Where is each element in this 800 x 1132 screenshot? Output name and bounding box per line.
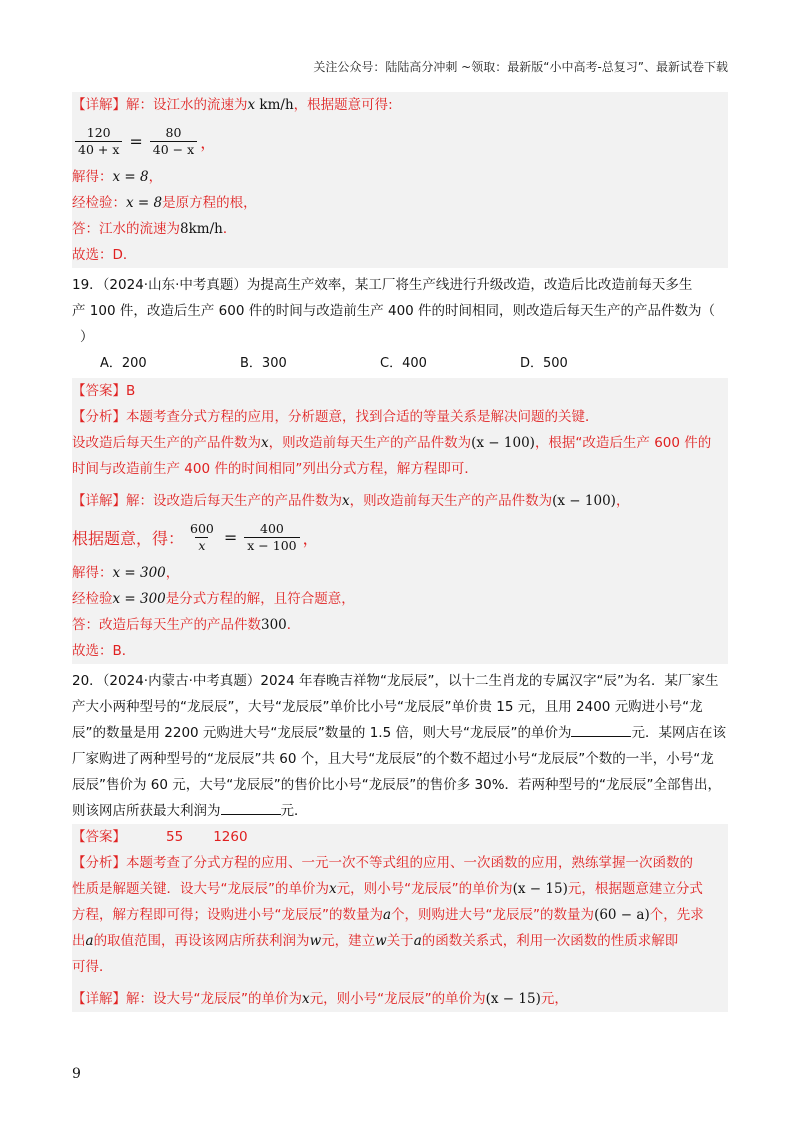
q18-check-line: 经检验：x = 8是原方程的根， xyxy=(72,195,257,211)
q18-fraction-right: $\frac{80}{40 - x}$ xyxy=(150,125,197,158)
q20-answer: 【答案】 55 1260 xyxy=(72,829,248,845)
q19-answer: 【答案】B xyxy=(72,383,136,399)
q19-choose-line: 故选：B． xyxy=(72,643,136,659)
q19-option-a: A．200 xyxy=(100,356,147,371)
q20-blank-1 xyxy=(571,722,631,737)
q20-stem-line4: 厂家购进了两种型号的“龙辰辰”共 60 个，且大号“龙辰辰”的个数不超过小号“龙辰辰”个数的一半，小号“龙 xyxy=(72,751,714,767)
q18-choose-line: 故选：D． xyxy=(72,247,137,263)
q19-options xyxy=(72,350,728,378)
q18-detail-line1: 【详解】解：设江水的流速为x km/h，根据题意可得: xyxy=(72,97,393,113)
q20-question xyxy=(72,668,728,824)
q20-analysis-line4: 出a的取值范围，再设该网店所获利润为w元，建立w关于a的函数关系式，利用一次函数的性质求解即 xyxy=(72,933,679,949)
q20-detail-line1: 【详解】解：设大号“龙辰辰”的单价为x元，则小号“龙辰辰”的单价为(x − 15)元， xyxy=(72,991,568,1007)
q19-analysis-line3: 时间与改造前生产 400 件的时间相同”列出分式方程，解方程即可． xyxy=(72,461,478,477)
q20-stem-line5: 辰辰”售价为 60 元，大号“龙辰辰”的售价比小号“龙辰辰”的售价多 30%．若两种型号的“龙辰辰”全部售出， xyxy=(72,777,722,793)
q18-solve-line: 解得：x = 8， xyxy=(72,169,163,185)
q19-check-line: 经检验x = 300是分式方程的解，且符合题意， xyxy=(72,591,355,607)
q18-reply-line: 答：江水的流速为8km/h． xyxy=(72,221,237,237)
q19-analysis-line2: 设改造后每天生产的产品件数为x，则改造前每天生产的产品件数为(x − 100)，根据“改造后生产 600 件的 xyxy=(72,435,712,451)
q20-blank-2 xyxy=(221,800,281,815)
q19-stem-line1: 19．（2024·山东·中考真题）为提高生产效率，某工厂将生产线进行升级改造，改造后比改造前每天多生 xyxy=(72,277,693,293)
q19-equation: 根据题意，得： $\frac{600}{x}$ = $\frac{400}{x - 100}$ ， xyxy=(72,520,319,553)
q19-solve-line: 解得：x = 300， xyxy=(72,565,180,581)
q20-analysis-line3: 方程，解方程即可得；设购进小号“龙辰辰”的数量为a个，则购进大号“龙辰辰”的数量为(60 − a)个，先求 xyxy=(72,907,704,923)
q20-solution-block xyxy=(72,824,728,1012)
page-header: 关注公众号：陆陆高分冲刺 ~领取：最新版“小中高考-总复习”、最新试卷下载 xyxy=(313,60,728,74)
q19-option-c: C．400 xyxy=(380,356,427,371)
q18-detail-block xyxy=(72,92,728,268)
q20-stem-line6: 则该网店所获最大利润为 元． xyxy=(72,798,728,824)
q19-stem-line2: 产 100 件，改造后生产 600 件的时间与改造前生产 400 件的时间相同，则改造后每天生产的产品件数为（ xyxy=(72,303,716,319)
q19-option-b: B．300 xyxy=(240,356,287,371)
q19-stem-line3: ） xyxy=(80,329,94,345)
q19-question xyxy=(72,272,728,378)
q19-solution-block xyxy=(72,378,728,664)
q18-fraction-left: $\frac{120}{40 + x}$ xyxy=(75,125,122,158)
q19-analysis-line1: 【分析】本题考查分式方程的应用，分析题意，找到合适的等量关系是解决问题的关键． xyxy=(72,409,599,425)
q18-equation: $\frac{120}{40 + x}$ = $\frac{80}{40 - x}$ ， xyxy=(72,118,728,164)
page-content xyxy=(72,92,728,1012)
q19-option-d: D．500 xyxy=(520,356,568,371)
q20-stem-line1: 20．（2024·内蒙古·中考真题）2024 年春晚吉祥物“龙辰辰”，以十二生肖龙的专属汉字“辰”为名．某厂家生 xyxy=(72,673,719,689)
q19-reply-line: 答：改造后每天生产的产品件数300． xyxy=(72,617,301,633)
q20-stem-line3: 辰”的数量是用 2200 元购进大号“龙辰辰”数量的 1.5 倍，则大号“龙辰辰”的单价为 元．某网店在该 xyxy=(72,720,728,746)
q20-analysis-line5: 可得． xyxy=(72,959,113,975)
q20-analysis-line2: 性质是解题关键．设大号“龙辰辰”的单价为x元，则小号“龙辰辰”的单价为(x − 15)元，根据题意建立分式 xyxy=(72,881,703,897)
page-number: 9 xyxy=(72,1066,81,1082)
q20-analysis-line1: 【分析】本题考查了分式方程的应用、一元一次不等式组的应用、一次函数的应用，熟练掌握一次函数的 xyxy=(72,855,693,871)
q19-detail-line1: 【详解】解：设改造后每天生产的产品件数为x，则改造前每天生产的产品件数为(x − 100)， xyxy=(72,493,630,509)
q20-stem-line2: 产大小两种型号的“龙辰辰”，大号“龙辰辰”单价比小号“龙辰辰”单价贵 15 元，且用 2400 元购进小号“龙 xyxy=(72,699,703,715)
q19-fraction-right: $\frac{400}{x - 100}$ xyxy=(244,521,299,554)
q19-fraction-left: $\frac{600}{x}$ xyxy=(190,520,214,553)
